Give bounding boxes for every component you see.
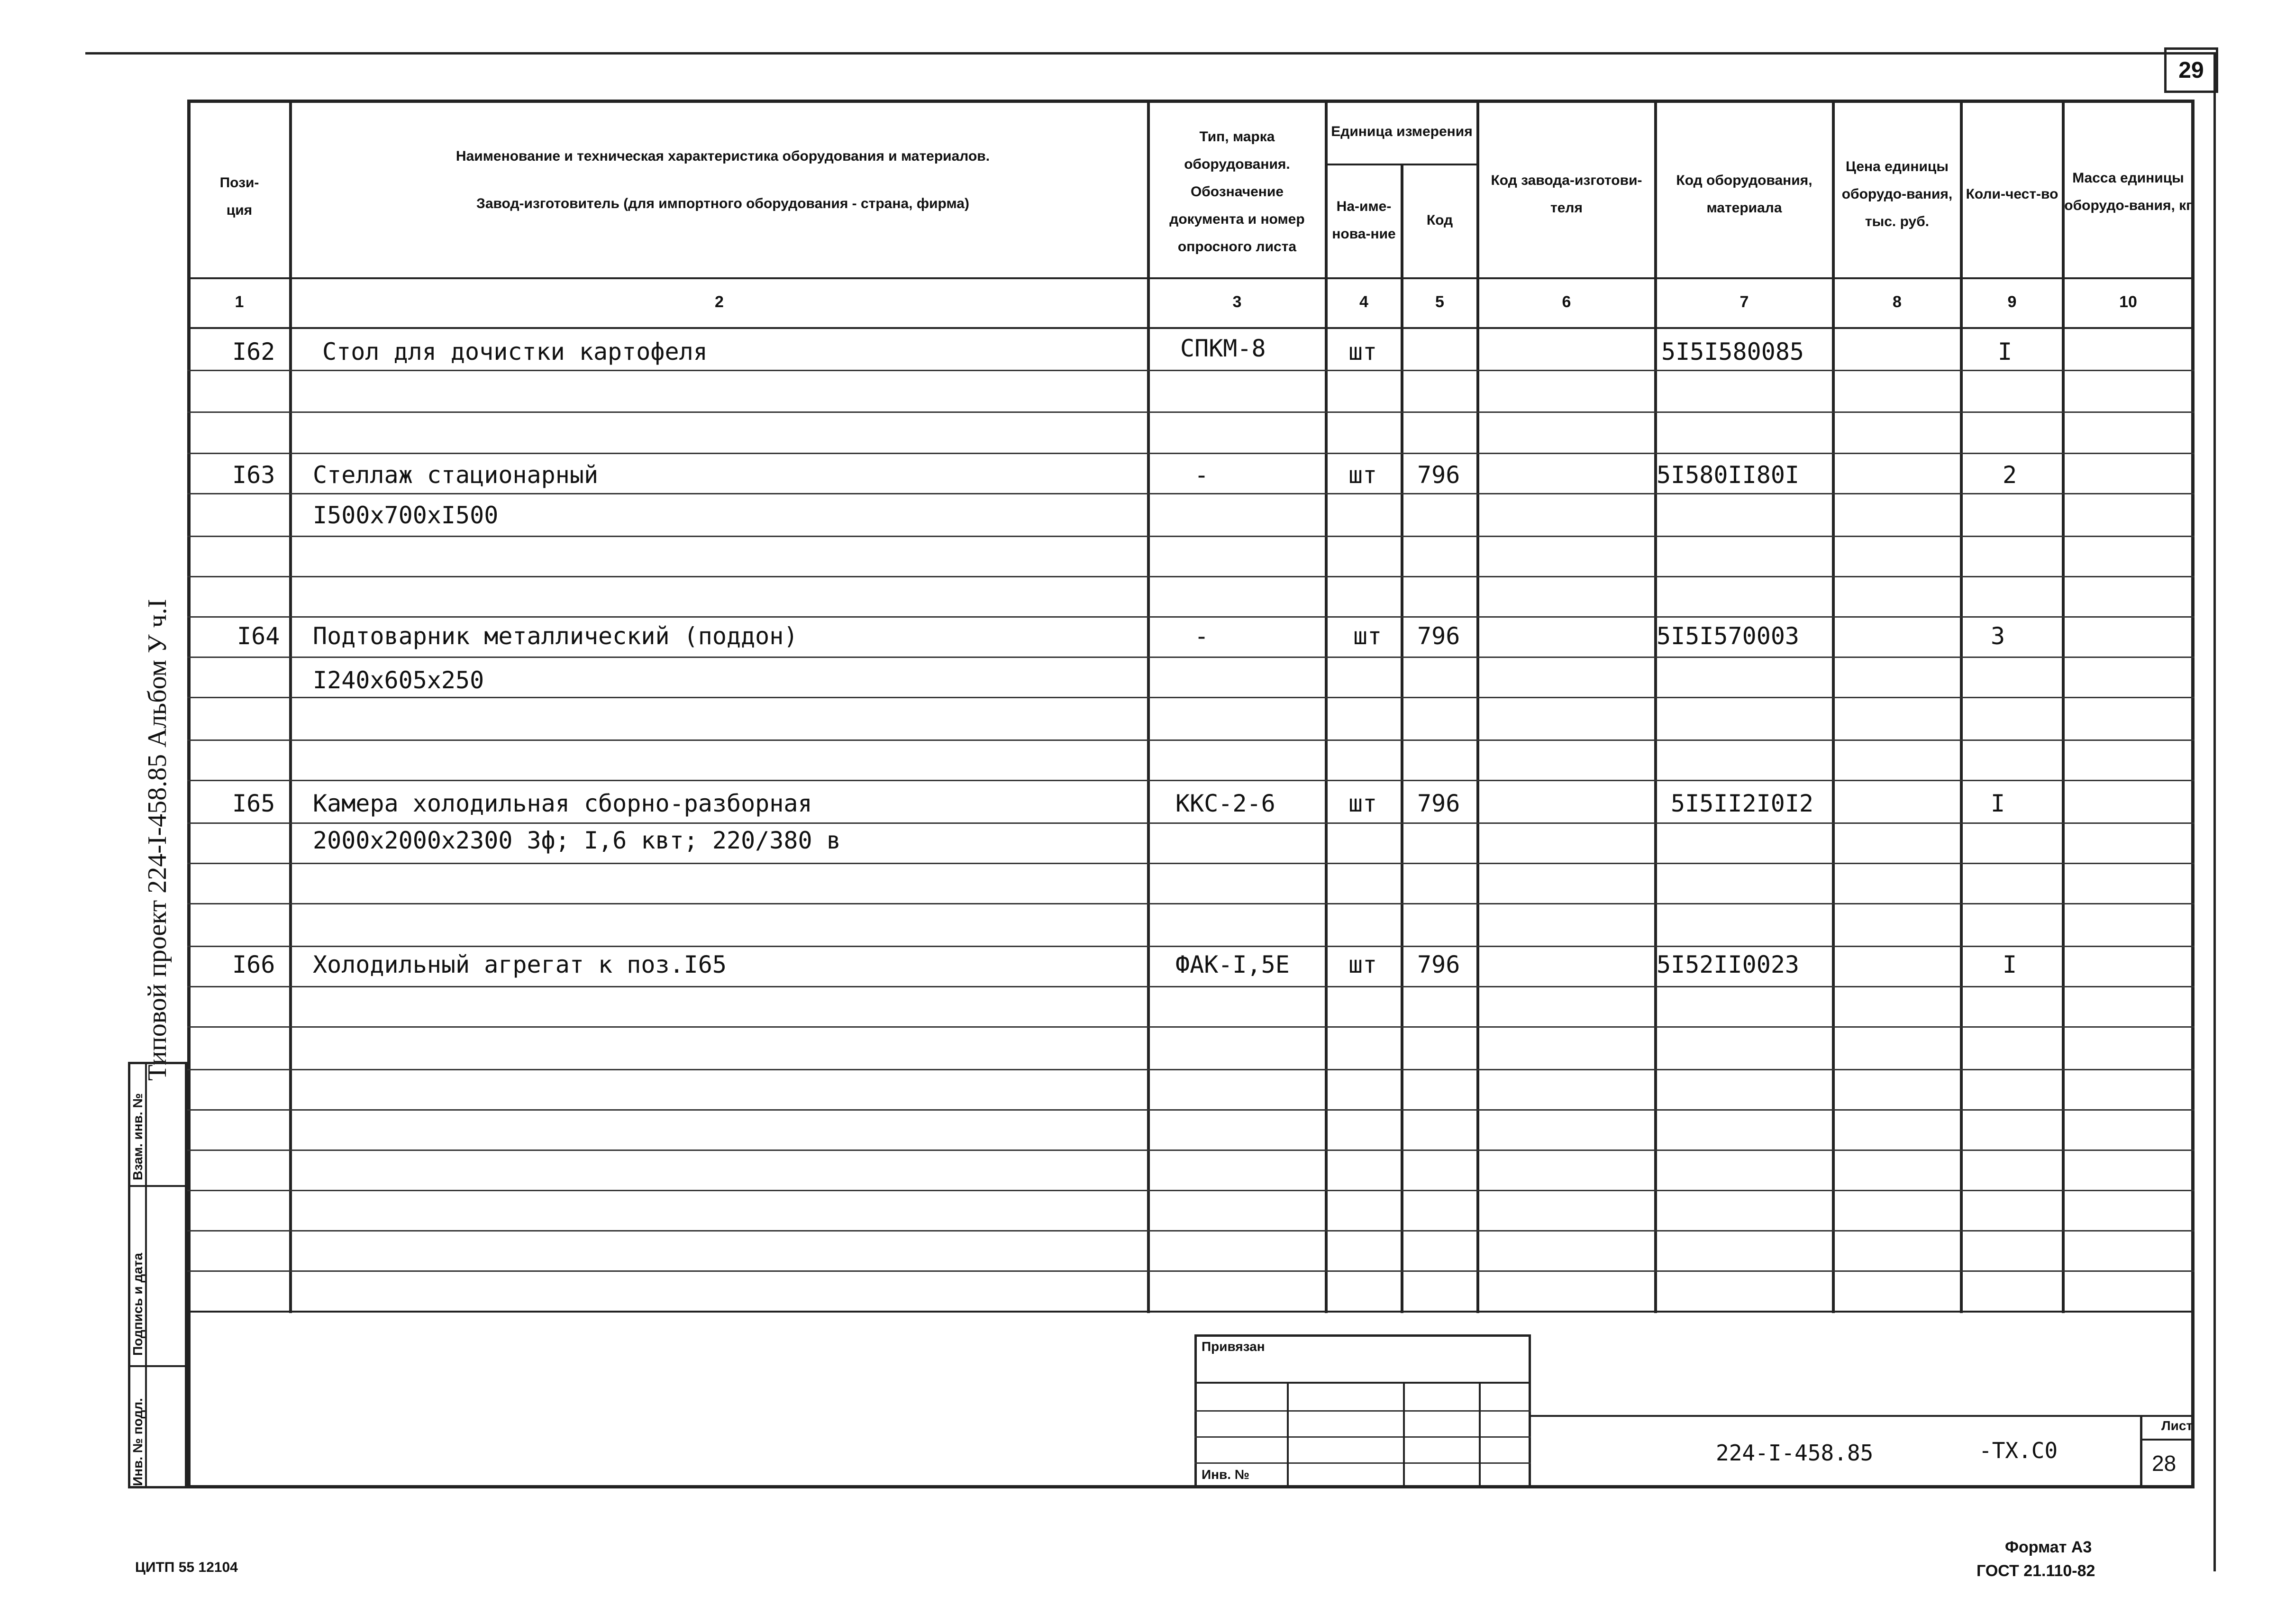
row-I62-name: Стол для дочистки картофеля	[322, 338, 708, 365]
row-I64-code: 796	[1417, 622, 1460, 650]
sheet-number: 28	[2152, 1451, 2177, 1476]
row-I64-name: Подтоварник металлический (поддон)	[313, 622, 798, 650]
row-I64-equip: 5I5I570003	[1657, 622, 1800, 650]
header-mass: Масса единицы оборудо-вания, кг	[2064, 170, 2192, 213]
row-I66-pos: I66	[232, 951, 275, 978]
row-I63-qty: 2	[2003, 461, 2017, 489]
row-I66-qty: I	[2003, 951, 2017, 978]
row-I66-equip: 5I52II0023	[1657, 951, 1800, 978]
header-unit: Единица измерения	[1331, 123, 1473, 139]
row-I63-pos: I63	[232, 461, 275, 489]
row-I62-unit: шт	[1348, 338, 1377, 365]
row-I63-unit: шт	[1348, 461, 1377, 489]
row-I65-qty: I	[1991, 790, 2005, 817]
row-I65-equip: 5I5II2I0I2	[1671, 790, 1814, 817]
page-number: 29	[2164, 47, 2218, 93]
row-I63-type: -	[1194, 461, 1209, 489]
row-I63-code: 796	[1417, 461, 1460, 489]
header-unit-code: Код	[1426, 212, 1453, 228]
row-I64-pos: I64	[237, 622, 280, 650]
side-title: Типовой проект 224-I-458.85 Альбом У ч.I	[143, 599, 172, 1081]
row-I63-name: Стеллаж стационарный	[313, 461, 599, 489]
col-num-7: 7	[1739, 293, 1749, 311]
row-I66-unit: шт	[1348, 951, 1377, 978]
row-I66-code: 796	[1417, 951, 1460, 978]
header-unit-name: На-име-нова-ние	[1332, 199, 1396, 242]
header-position: Пози- ция	[219, 175, 259, 218]
footer-gost: ГОСТ 21.110-82	[1976, 1562, 2095, 1580]
row-I62-type: СПКМ-8	[1180, 335, 1266, 362]
header-equipment-code: Код оборудования, материала	[1676, 173, 1812, 216]
row-I65-type: ККС-2-6	[1175, 790, 1275, 817]
row-I63-size: I500x700xI500	[313, 502, 499, 529]
row-I63-equip: 5I580II80I	[1657, 461, 1800, 489]
col-num-9: 9	[2007, 293, 2017, 311]
header-manufacturer: Завод-изготовитель (для импортного оборудования - страна, фирма)	[476, 196, 969, 211]
label-podpis: Подпись и дата	[130, 1253, 145, 1356]
header-price: Цена единицы оборудо-вания, тыс. руб.	[1841, 159, 1953, 229]
col-num-3: 3	[1232, 293, 1242, 311]
row-I62-qty: I	[1998, 338, 2013, 365]
row-I64-qty: 3	[1991, 622, 2005, 650]
label-vzam: Взам. инв. №	[130, 1093, 145, 1180]
row-I62-equip: 5I5I580085	[1661, 338, 1804, 365]
header-plant-code: Код завода-изготови-теля	[1491, 173, 1642, 216]
row-I65-name: Камера холодильная сборно-разборная	[313, 790, 812, 817]
row-I65-unit: шт	[1348, 790, 1377, 817]
stamp-privyazan: Привязан	[1202, 1339, 1265, 1354]
row-I64-type: -	[1194, 622, 1209, 650]
header-name: Наименование и техническая характеристика оборудования и материалов.	[455, 148, 990, 164]
row-I65-spec: 2000x2000x2300 3ф; I,6 квт; 220/380 в	[313, 827, 841, 854]
header-type: Тип, марка оборудования. Обозначение документа и номер опросного листа	[1169, 129, 1305, 255]
row-I65-pos: I65	[232, 790, 275, 817]
row-I66-name: Холодильный агрегат к поз.I65	[313, 951, 727, 978]
row-I64-unit: шт	[1353, 622, 1382, 650]
col-num-5: 5	[1435, 293, 1444, 311]
row-I62-pos: I62	[232, 338, 275, 365]
row-I64-size: I240x605x250	[313, 666, 484, 694]
sheet-label: Лист	[2161, 1418, 2193, 1433]
col-num-6: 6	[1562, 293, 1571, 311]
row-I65-code: 796	[1417, 790, 1460, 817]
row-I66-type: ФАК-I,5Е	[1175, 951, 1290, 978]
footer-format: Формат А3	[2005, 1538, 2092, 1556]
col-num-4: 4	[1359, 293, 1368, 311]
header-quantity: Коли-чест-во	[1966, 186, 2058, 202]
doc-suffix: -ТХ.С0	[1979, 1438, 2058, 1463]
col-num-8: 8	[1893, 293, 1902, 311]
col-num-1: 1	[235, 293, 244, 311]
footer-left: ЦИТП 55 12104	[135, 1560, 238, 1575]
label-inv-podl: Инв. № подл.	[130, 1398, 145, 1486]
stamp-inv: Инв. №	[1202, 1467, 1250, 1482]
doc-code: 224-I-458.85	[1716, 1440, 1874, 1466]
col-num-2: 2	[715, 293, 724, 311]
col-num-10: 10	[2119, 293, 2137, 311]
